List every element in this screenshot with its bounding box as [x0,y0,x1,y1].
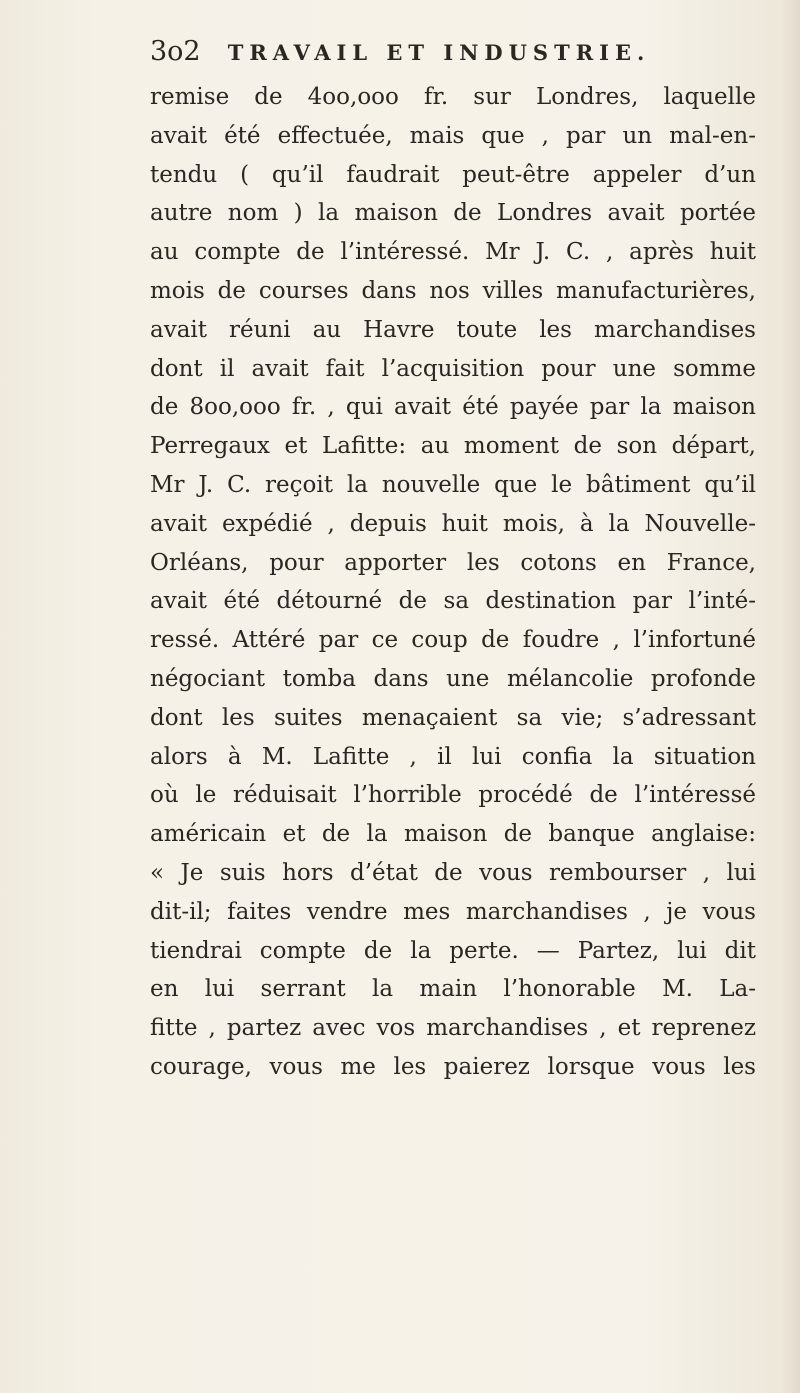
text-line: dont les suites menaçaient sa vie; s’adressant [150,704,756,731]
text-line: dont il avait fait l’acquisition pour une somme [150,355,756,382]
text-line: dit-il; faites vendre mes marchandises , je vous [150,898,756,925]
text-line: avait été effectuée, mais que , par un mal-en- [150,122,756,149]
text-line: mois de courses dans nos villes manufacturières, [150,277,756,304]
text-line: négociant tomba dans une mélancolie profonde [150,665,756,692]
text-line: tendu ( qu’il faudrait peut-être appeler d’un [150,161,756,188]
text-line: où le réduisait l’horrible procédé de l’intéressé [150,782,756,809]
running-title: TRAVAIL ET INDUSTRIE. [227,40,651,65]
text-line: remise de 4oo,ooo fr. sur Londres, laquelle [150,84,756,110]
text-line: de 8oo,ooo fr. , qui avait été payée par la maison [150,394,756,421]
text-line: Perregaux et Lafitte: au moment de son départ, [150,433,756,460]
text-line: « Je suis hors d’état de vous rembourser , lui [150,859,756,886]
text-line: autre nom ) la maison de Londres avait portée [150,200,756,227]
text-line: américain et de la maison de banque anglaise: [150,821,756,848]
text-line: au compte de l’intéressé. Mr J. C. , après huit [150,239,756,266]
text-line: tiendrai compte de la perte. — Partez, lui dit [150,937,756,964]
text-line: courage, vous me les paierez lorsque vous les [150,1053,756,1080]
text-line: avait réuni au Havre toute les marchandises [150,316,756,343]
text-line: fitte , partez avec vos marchandises , et reprenez [150,1015,756,1042]
text-line: Orléans, pour apporter les cotons en France, [150,549,756,576]
page-header [150,36,710,76]
page-number: 3o2 [150,36,201,67]
body-text [150,78,756,1087]
text-line: ressé. Attéré par ce coup de foudre , l’infortuné [150,627,756,654]
text-line: Mr J. C. reçoit la nouvelle que le bâtiment qu’il [150,471,756,498]
page-edge-shadow [782,0,800,1393]
text-line: en lui serrant la main l’honorable M. La- [150,976,756,1003]
text-line: avait été détourné de sa destination par l’inté- [150,588,756,615]
text-line: alors à M. Lafitte , il lui confia la situation [150,743,756,770]
text-line: avait expédié , depuis huit mois, à la Nouvelle- [150,510,756,537]
